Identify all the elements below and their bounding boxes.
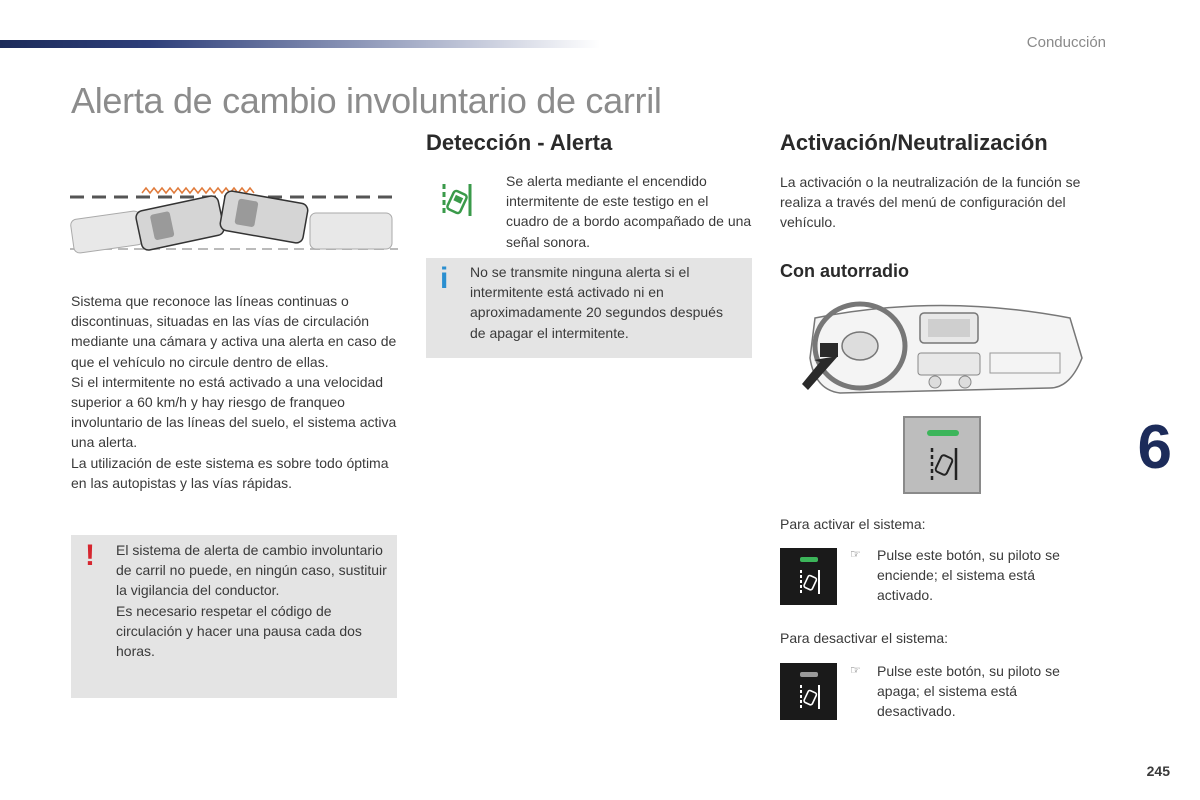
warning-paragraph: Es necesario respetar el código de circulación y hacer una pausa cada dos horas. <box>116 602 362 660</box>
radio-subheading: Con autorradio <box>780 261 909 281</box>
detection-heading: Detección - Alerta <box>426 130 613 155</box>
page-title: Alerta de cambio involuntario de carril <box>71 80 662 121</box>
warning-text <box>116 540 392 661</box>
lane-button-on <box>780 548 837 605</box>
left-paragraph: Si el intermitente no está activado a una velocidad superior a 60 km/h y hay riesgo de franqueo involuntario de las líneas del suelo, el sistema activa una alerta. <box>71 373 397 451</box>
dashboard-illustration <box>800 298 1085 403</box>
chapter-number: 6 <box>1137 413 1172 482</box>
lane-departure-illustration <box>70 175 398 255</box>
warning-callout <box>71 535 397 698</box>
lane-button-illustration <box>903 416 981 494</box>
lane-button-on-icon <box>799 568 821 596</box>
activation-intro: La activación o la neutralización de la función se realiza a través del menú de configuración del vehículo. <box>780 174 1081 231</box>
activation-heading: Activación/Neutralización <box>780 130 1048 155</box>
left-paragraph: Sistema que reconoce las líneas continuas o discontinuas, situadas en las vías de circulación mediante una cámara y activa una alerta en caso de que el vehículo no circule dentro de ellas. <box>71 293 397 370</box>
hand-pointer-icon: ☞ <box>850 663 861 677</box>
left-paragraph: La utilización de este sistema es sobre todo óptima en las autopistas y las vías rápidas. <box>71 454 389 491</box>
page-number: 245 <box>1146 763 1170 779</box>
warning-icon: ! <box>85 539 95 572</box>
alert-description: Se alerta mediante el encendido intermitente de este testigo en el cuadro de a bordo acompañado de una señal sonora. <box>506 173 752 250</box>
lane-button-icon <box>929 446 959 482</box>
lane-button-off-icon <box>799 683 821 711</box>
lane-button-off <box>780 663 837 720</box>
hand-pointer-icon: ☞ <box>850 547 861 561</box>
deactivate-label: Para desactivar el sistema: <box>780 630 949 646</box>
led-off <box>800 672 818 677</box>
activate-label: Para activar el sistema: <box>780 516 926 532</box>
info-callout <box>426 258 752 358</box>
info-icon: i <box>440 262 449 295</box>
led-on <box>800 557 818 562</box>
activate-text: Pulse este botón, su piloto se enciende; el sistema está activado. <box>877 547 1060 604</box>
info-text: No se transmite ninguna alerta si el intermitente está activado ni en aproximadamente 20 segundos después de apagar el intermitente. <box>470 264 723 341</box>
button-led <box>927 430 959 436</box>
section-name: Conducción <box>1026 34 1106 51</box>
deactivate-text: Pulse este botón, su piloto se apaga; el sistema está desactivado. <box>877 663 1060 720</box>
left-description <box>71 291 401 493</box>
header-color-bar <box>0 40 600 48</box>
lane-alert-telltale-icon <box>440 180 474 220</box>
warning-paragraph: El sistema de alerta de cambio involuntario de carril no puede, en ningún caso, sustituir la vigilancia del conductor. <box>116 542 387 599</box>
